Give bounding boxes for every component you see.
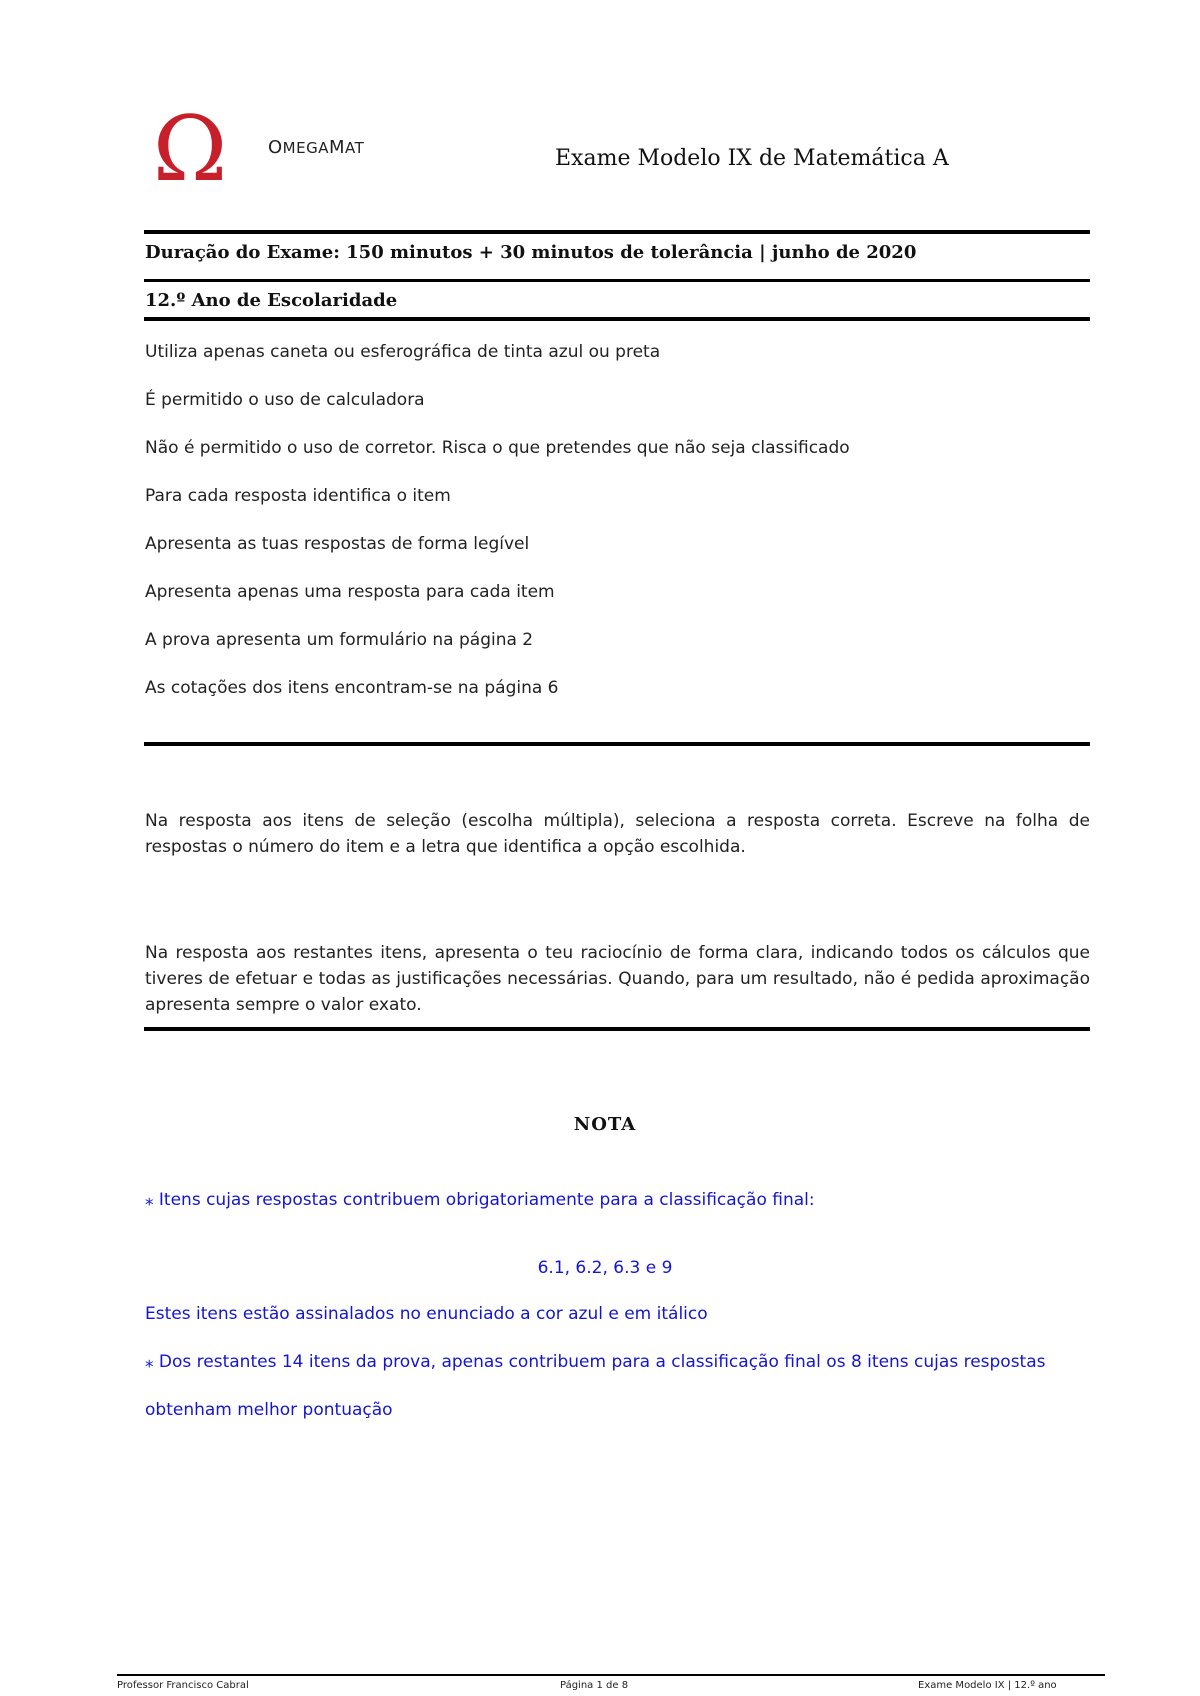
selection-items-paragraph: Na resposta aos itens de seleção (escolha múltipla), seleciona a resposta correta. Escreve na folha de respostas o número do item e a letra que identifica a opção escolhida. — [145, 811, 1090, 857]
omega-logo — [150, 104, 230, 194]
brand-part-1: MEGA — [282, 139, 329, 157]
divider — [144, 279, 1090, 282]
instruction-item: Não é permitido o uso de corretor. Risca o que pretendes que não seja classificado — [145, 438, 850, 458]
footer-exam-label: Exame Modelo IX | 12.º ano — [918, 1680, 1057, 1691]
remaining-items-paragraph: Na resposta aos restantes itens, apresenta o teu raciocínio de forma clara, indicando todos os cálculos que tiveres de efetuar e todas as justificações necessárias. Quando, para um resultado, não é pedida aproximação apresenta sempre o valor exato. — [145, 943, 1090, 1015]
instruction-item: A prova apresenta um formulário na página 2 — [145, 630, 534, 650]
instruction-item: As cotações dos itens encontram-se na página 6 — [145, 678, 559, 698]
divider — [144, 1027, 1090, 1031]
instruction-item: Apresenta as tuas respostas de forma legível — [145, 534, 530, 554]
school-year: 12.º Ano de Escolaridade — [145, 290, 398, 311]
mandatory-items-list: 6.1, 6.2, 6.3 e 9 — [537, 1258, 673, 1278]
divider — [144, 317, 1090, 321]
brand-name — [268, 137, 364, 158]
brand-initial: O — [268, 137, 283, 158]
divider — [144, 230, 1090, 234]
nota-title: NOTA — [573, 1114, 637, 1135]
divider — [144, 742, 1090, 746]
omega-icon — [150, 104, 230, 194]
remaining-items-note-continued: obtenham melhor pontuação — [145, 1400, 393, 1420]
footer-divider — [117, 1674, 1105, 1676]
mandatory-items-marking-note: Estes itens estão assinalados no enunciado a cor azul e em itálico — [145, 1304, 708, 1324]
instruction-item: É permitido o uso de calculadora — [145, 390, 425, 410]
brand-m: M — [328, 137, 346, 158]
duration-value: 150 minutos + 30 minutos de tolerância | junho de 2020 — [346, 242, 917, 263]
instruction-item: Para cada resposta identifica o item — [145, 486, 451, 506]
exam-title: Exame Modelo IX de Matemática A — [555, 146, 949, 171]
footer-page-number: Página 1 de 8 — [560, 1680, 629, 1691]
exam-duration — [145, 242, 916, 263]
instruction-item: Apresenta apenas uma resposta para cada item — [145, 582, 555, 602]
logo-glyph: Ω — [152, 104, 228, 194]
mandatory-items-note: ⁎ Itens cujas respostas contribuem obrigatoriamente para a classificação final: — [145, 1190, 815, 1210]
footer-author: Professor Francisco Cabral — [117, 1680, 249, 1691]
instruction-item: Utiliza apenas caneta ou esferográfica de tinta azul ou preta — [145, 342, 661, 362]
brand-part-2: AT — [345, 139, 365, 157]
remaining-items-note: ⁎ Dos restantes 14 itens da prova, apenas contribuem para a classificação final os 8 itens cujas respostas — [145, 1352, 1046, 1372]
duration-label: Duração do Exame: — [145, 242, 340, 263]
